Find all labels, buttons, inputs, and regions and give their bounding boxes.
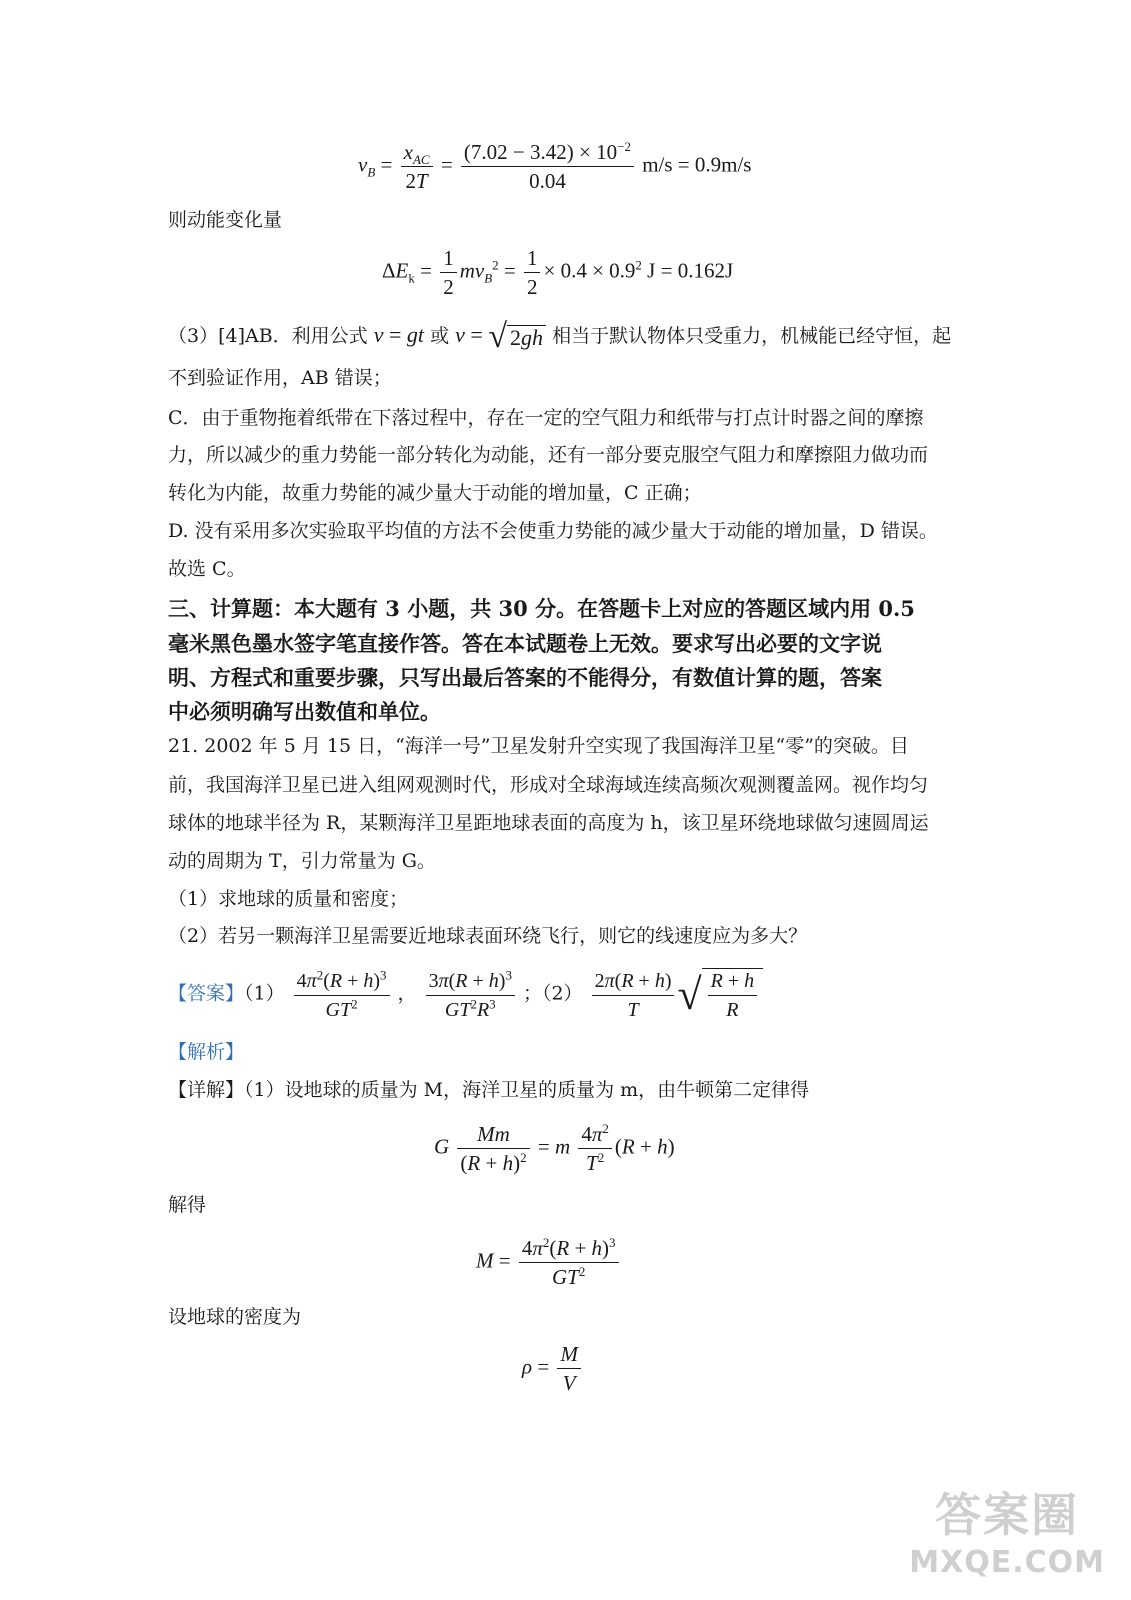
equation-vb: $v_B$ = $\frac{x_{AC}}{2T}$ = $\frac{(7.02 - 3.42) \times 10^{-2}}{0.04}$ m/s = 0.9m/s: [358, 139, 752, 193]
question-line: 前，我国海洋卫星已进入组网观测时代，形成对全球海域连续高频次观测覆盖网。视作均匀: [168, 774, 929, 796]
equation-density: ρ = $\frac{M}{V}$: [522, 1342, 584, 1395]
question-line: 球体的地球半径为 R，某颗海洋卫星距地球表面的高度为 h，该卫星环绕地球做匀速圆周运: [168, 812, 929, 834]
text-line: 则动能变化量: [168, 209, 283, 231]
text-line: D. 没有采用多次实验取平均值的方法不会使重力势能的减少量大于动能的增加量，D 错误。: [168, 520, 938, 542]
section-heading: 三、计算题：本大题有 3 小题，共 30 分。在答题卡上对应的答题区域内用 0.5: [168, 596, 915, 621]
section-heading: 明、方程式和重要步骤，只写出最后答案的不能得分，有数值计算的题，答案: [168, 665, 882, 690]
analysis-label: 【解析】: [168, 1041, 245, 1063]
watermark-logo: 答案圈 MXQE.COM: [909, 1488, 1105, 1580]
question-line: （2）若另一颗海洋卫星需要近地球表面环绕飞行，则它的线速度应为多大？: [168, 925, 808, 947]
text-line: C．由于重物拖着纸带在下落过程中，存在一定的空气阻力和纸带与打点计时器之间的摩擦: [168, 407, 924, 429]
text-line: 转化为内能，故重力势能的减少量大于动能的增加量，C 正确；: [168, 482, 702, 504]
text-line: 故选 C。: [168, 558, 246, 580]
section-heading: 中必须明确写出数值和单位。: [168, 699, 441, 724]
question-line: （1）求地球的质量和密度；: [168, 888, 409, 910]
detail-line: 【详解】（1）设地球的质量为 M，海洋卫星的质量为 m，由牛顿第二定律得: [168, 1079, 810, 1101]
question-line: 21. 2002 年 5 月 15 日，“海洋一号”卫星发射升空实现了我国海洋卫星“零”的突破。目: [168, 735, 909, 757]
equation-mass: M = $\frac{4\pi^2(R + h)^3}{GT^2}$: [476, 1236, 622, 1289]
section-heading: 毫米黑色墨水签字笔直接作答。答在本试题卷上无效。要求写出必要的文字说: [168, 631, 882, 656]
text-line: 不到验证作用，AB 错误；: [168, 367, 392, 389]
text-line: 力，所以减少的重力势能一部分转化为动能，还有一部分要克服空气阻力和摩擦阻力做功而: [168, 444, 929, 466]
answer-label: 【答案】: [168, 982, 245, 1005]
answer-line: 【答案】（1） $\frac{4\pi^2(R + h)^3}{GT^2}$ ， $\frac{3\pi(R + h)^3}{GT^2R^3}$ ；（2） $\frac{2\pi(R + h)}{T}$ √ $\frac{R + h}{R}$: [168, 968, 763, 1022]
equation-kinetic-energy: $\Delta E_k$ = $\frac{1}{2}$ $mv_B^2$ = $\frac{1}{2}$ × $0.4 \times 0.9^2$ J = 0.162J: [382, 246, 734, 299]
text-line-formula: （3）[4]AB．利用公式 v = gt 或 v = √ 2gh 相当于默认物体只受重力，机械能已经守恒，起: [168, 318, 952, 355]
text-line: 设地球的密度为: [168, 1306, 302, 1328]
text-line: 解得: [168, 1194, 207, 1216]
question-line: 动的周期为 T，引力常量为 G。: [168, 850, 436, 872]
equation-gravitation: G $\frac{Mm}{(R + h)^2}$ = m $\frac{4\pi^2}{T^2}$ (R + h): [434, 1121, 675, 1175]
